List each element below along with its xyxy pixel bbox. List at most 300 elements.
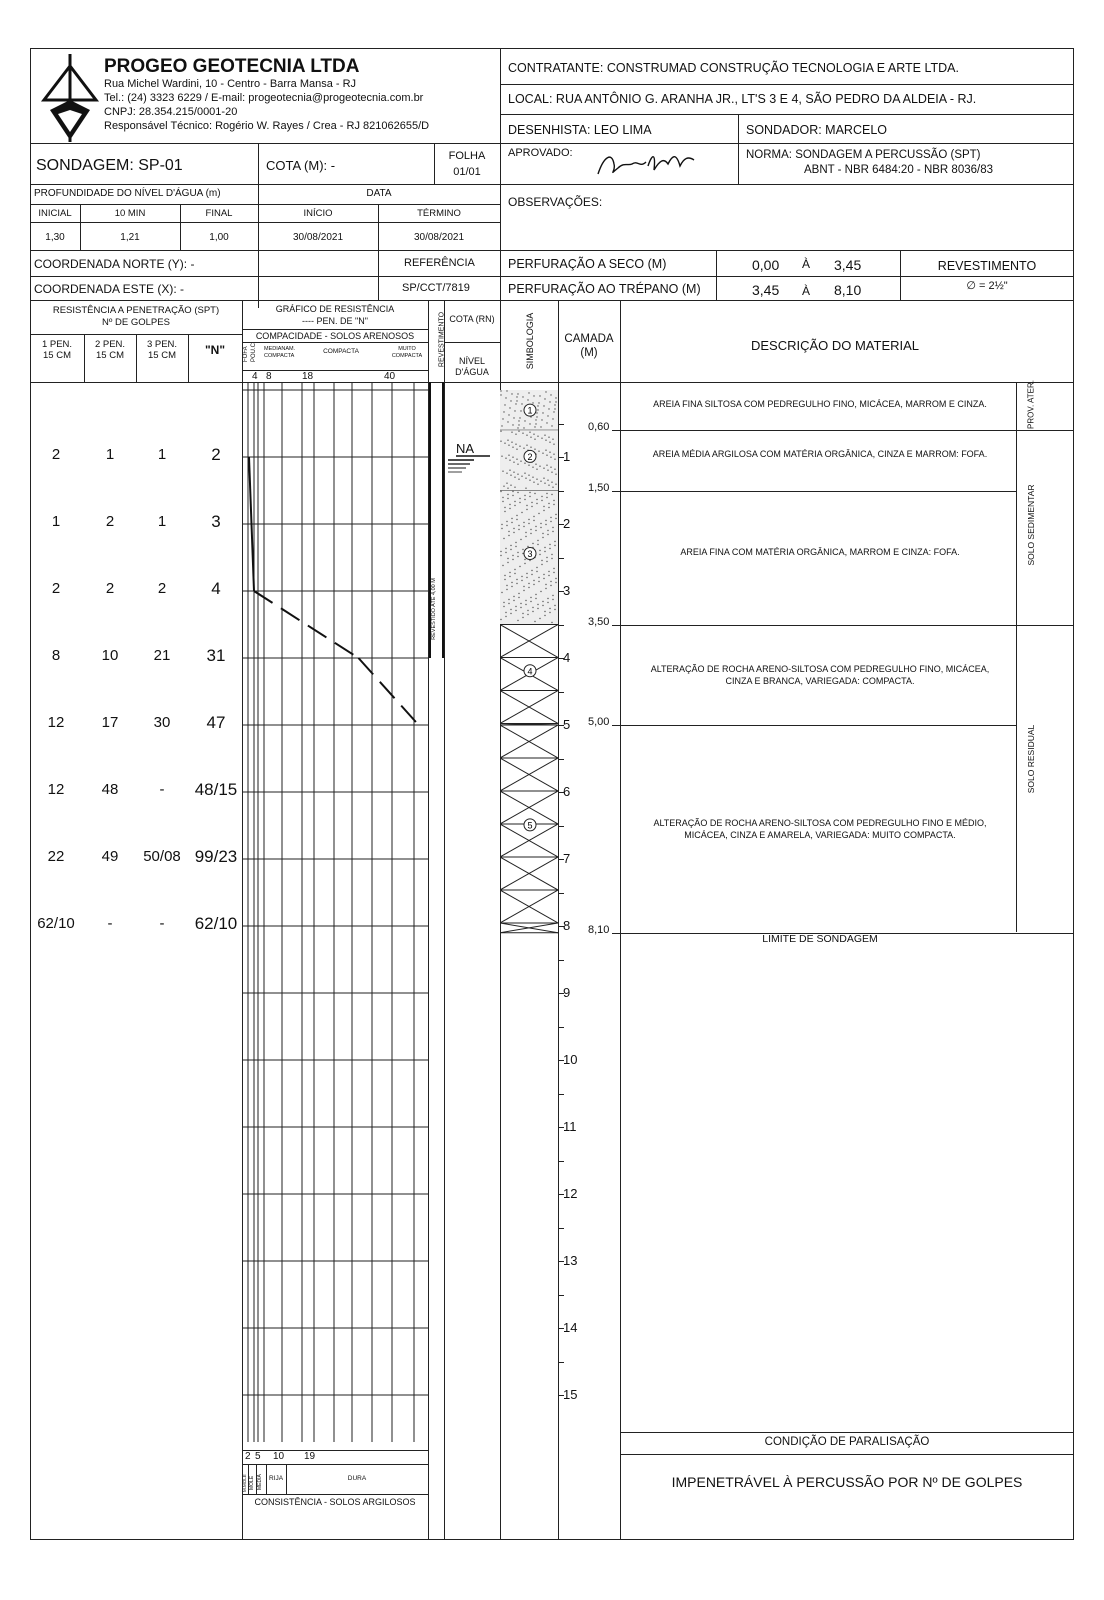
sand-dot [517,427,518,428]
inicio-value: 30/08/2021 [292,232,344,243]
sand-dot [546,493,547,494]
sand-dot [524,463,525,464]
sand-dot [503,486,504,487]
sand-dot [538,451,539,452]
sand-dot [502,471,503,472]
layer-number-1: 1 [527,405,533,416]
sand-dot [516,449,517,450]
sand-dot [542,601,543,602]
sand-dot [517,556,518,557]
sand-dot [518,597,519,598]
sand-dot [506,589,507,590]
mole-label: MOLE [249,1475,255,1490]
sand-dot [516,579,517,580]
sand-dot [539,395,540,396]
sand-dot [545,588,546,589]
sand-dot [532,467,533,468]
sand-dot [517,620,518,621]
pouco-comp-label: POU.C [251,342,257,362]
sand-dot [535,464,536,465]
sand-dot [530,597,531,598]
sand-dot [555,401,556,402]
seco-from: 0,00 [752,257,780,273]
spt-p1-row-1: 2 [51,446,61,463]
sand-dot [500,390,501,391]
sand-dot [523,526,524,527]
sand-dot [544,615,545,616]
sand-dot [540,523,541,524]
sand-dot [547,415,548,416]
sand-dot [528,465,529,466]
sand-dot [539,550,540,551]
descricao-label: DESCRIÇÃO DO MATERIAL [750,338,920,353]
spt-p3-row-1: 1 [157,446,167,463]
depth-label-10: 10 [563,1052,578,1067]
sand-dot [549,548,550,549]
sand-dot [537,436,538,437]
sand-dot [512,495,513,496]
company-cnpj: CNPJ: 28.354.215/0001-20 [104,106,238,118]
sand-dot [535,423,536,424]
coord-norte: COORDENADA NORTE (Y): - [34,257,195,271]
sand-dot [554,609,555,610]
sand-dot [538,402,539,403]
spt-n-row-7: 99/23 [194,847,238,866]
depth-half-tick [558,424,564,425]
spt-p3-row-5: 30 [153,714,171,731]
sand-dot [535,598,536,599]
depth-half-tick [558,1027,564,1028]
water-level-marker [446,454,492,480]
sand-dot [508,531,509,532]
sand-dot [524,499,525,500]
sand-dot [514,501,515,502]
resistance-curve-segment [249,457,252,524]
sand-dot [507,488,508,489]
sand-dot [523,522,524,523]
sand-dot [515,434,516,435]
sand-dot [538,581,539,582]
sand-dot [539,466,540,467]
sand-dot [507,562,508,563]
sand-dot [543,574,544,575]
spt-p3-row-2: 1 [157,513,167,530]
sand-dot [512,559,513,560]
soil-symbology-column [500,382,558,942]
revestimento-diameter: ∅ = 2½" [966,280,1008,292]
sand-dot [509,572,510,573]
na-label: NA [456,441,475,456]
sand-dot [503,606,504,607]
media-label: MÉDIA [257,1474,263,1490]
sand-dot [504,443,505,444]
sand-dot [518,593,519,594]
sand-dot [530,529,531,530]
depth-label-14: 14 [563,1320,578,1335]
sand-dot [526,577,527,578]
depth-half-tick [558,893,564,894]
sand-dot [539,554,540,555]
sand-dot [527,614,528,615]
sand-dot [552,418,553,419]
sand-dot [551,554,552,555]
sand-dot [528,523,529,524]
sand-dot [532,477,533,478]
sand-dot [545,520,546,521]
sand-dot [501,456,502,457]
sand-dot [542,537,543,538]
sand-dot [537,540,538,541]
sand-dot [545,450,546,451]
sand-dot [518,424,519,425]
sand-dot [508,599,509,600]
sand-dot [503,602,504,603]
sand-dot [547,530,548,531]
sand-dot [543,578,544,579]
cota-bar [442,382,444,658]
sand-dot [544,547,545,548]
perf-trepano-label: PERFURAÇÃO AO TRÉPANO (M) [508,282,701,296]
spt-n-row-5: 47 [206,713,226,732]
depth-label-8: 8 [563,918,571,933]
sand-dot [500,619,501,620]
sand-dot [511,432,512,433]
sand-dot [555,582,556,583]
sand-dot [534,621,535,622]
depth-label-7: 7 [563,851,571,866]
sand-dot [553,568,554,569]
sand-dot [505,548,506,549]
sand-dot [504,511,505,512]
sand-dot [537,608,538,609]
sand-dot [512,457,513,458]
camada-label: CAMADA (M) [564,333,614,359]
referencia-value: SP/CCT/7819 [402,282,470,294]
sand-dot [544,611,545,612]
sand-dot [525,532,526,533]
spt-p3-row-4: 21 [153,647,171,664]
depth-label-3: 3 [563,583,571,598]
sand-dot [536,499,537,500]
layer-bottom-tick [612,725,620,726]
sand-dot [523,590,524,591]
sand-dot [514,573,515,574]
sand-dot [506,483,507,484]
sand-dot [523,427,524,428]
sand-dot [522,617,523,618]
sand-dot [546,465,547,466]
sand-dot [516,459,517,460]
sand-dot [519,502,520,503]
sand-dot [537,484,538,485]
sand-dot [519,417,520,418]
sand-dot [554,545,555,546]
sand-dot [555,474,556,475]
termino-value: 30/08/2021 [413,232,465,243]
muito-mole-label: M.MOLE [242,1474,247,1492]
pen2-label: 2 PEN. [94,339,126,350]
origin-solo-residual: SOLO RESIDUAL [1026,724,1036,794]
sand-dot [520,410,521,411]
sand-dot [533,584,534,585]
sand-dot [541,560,542,561]
spt-p1-row-6: 12 [47,781,65,798]
sand-dot [507,494,508,495]
sand-dot [548,437,549,438]
sand-dot [536,503,537,504]
sand-dot [553,504,554,505]
spt-p3-row-7: 50/08 [143,848,181,865]
sand-dot [506,390,507,391]
sand-dot [533,395,534,396]
sand-dot [513,532,514,533]
sand-dot [549,544,550,545]
sand-dot [544,483,545,484]
folha-value: 01/01 [453,166,481,178]
sand-dot [539,618,540,619]
sand-dot [526,435,527,436]
spt-p2-row-8: - [107,915,113,932]
sand-dot [518,525,519,526]
sand-dot [549,612,550,613]
sand-dot [550,585,551,586]
sand-dot [513,600,514,601]
sand-dot [514,477,515,478]
depth-half-tick [558,625,564,626]
sand-dot [509,508,510,509]
sand-dot [518,431,519,432]
scale-bottom-19: 19 [304,1451,316,1462]
sand-dot [500,394,501,395]
sand-dot [550,517,551,518]
sand-dot [528,475,529,476]
spt-p2-row-3: 2 [105,580,115,597]
spt-p2-row-1: 1 [105,446,115,463]
depth-label-15: 15 [563,1387,578,1402]
sand-dot [528,583,529,584]
sand-dot [522,549,523,550]
coord-este: COORDENADA ESTE (X): - [34,282,185,296]
sand-dot [505,458,506,459]
depth-half-tick [558,759,564,760]
resistance-graph [242,382,428,1442]
sand-dot [540,481,541,482]
sand-dot [540,591,541,592]
sand-dot [518,529,519,530]
trepano-a: À [802,284,811,298]
sand-dot [551,622,552,623]
company-address: Rua Michel Wardini, 10 - Centro - Barra Mansa - RJ [104,78,357,90]
condicao-value: IMPENETRÁVEL À PERCUSSÃO POR Nº DE GOLPES [671,1474,1023,1490]
sand-dot [530,437,531,438]
sand-dot [509,460,510,461]
sand-dot [530,447,531,448]
sand-dot [527,546,528,547]
spt-p3-row-3: 2 [157,580,167,597]
sand-dot [544,398,545,399]
cota-rn-label: COTA (RN) [449,314,495,324]
sand-dot [516,515,517,516]
sand-dot [552,531,553,532]
sand-dot [511,582,512,583]
sand-dot [548,408,549,409]
sand-dot [551,494,552,495]
depth-label-13: 13 [563,1253,578,1268]
sand-dot [508,445,509,446]
scale-top-18: 18 [302,371,314,382]
sand-dot [547,480,548,481]
sand-dot [548,485,549,486]
depth-half-tick [558,826,564,827]
sand-dot [510,475,511,476]
trepano-to: 8,10 [834,282,862,298]
norma-line-1: NORMA: SONDAGEM A PERCUSSÃO (SPT) [746,149,981,161]
sand-dot [507,440,508,441]
sand-dot [514,505,515,506]
scale-bottom-10: 10 [273,1451,285,1462]
sand-dot [549,401,550,402]
sand-dot [546,455,547,456]
sand-dot [504,579,505,580]
sand-dot [517,474,518,475]
spt-p2-row-6: 48 [101,781,119,798]
sand-dot [518,479,519,480]
sand-dot [525,600,526,601]
sand-dot [513,528,514,529]
sand-dot [550,581,551,582]
sand-dot [544,551,545,552]
sand-dot [508,535,509,536]
sand-dot [536,567,537,568]
sand-dot [541,500,542,501]
company-name: PROGEO GEOTECNIA LTDA [104,56,360,77]
sand-dot [521,512,522,513]
sand-dot [525,488,526,489]
sand-dot [555,518,556,519]
depth-label-12: 12 [563,1186,578,1201]
contratante: CONTRATANTE: CONSTRUMAD CONSTRUÇÃO TECNOLOGIA E ARTE LTDA. [508,61,959,75]
limite-sondagem: LIMITE DE SONDAGEM [762,933,878,945]
sand-dot [541,438,542,439]
sand-dot [541,419,542,420]
sand-dot [552,595,553,596]
sand-dot [547,470,548,471]
sand-dot [549,452,550,453]
condicao-title: CONDIÇÃO DE PARALISAÇÃO [764,1436,930,1448]
sand-dot [546,561,547,562]
scale-top-40: 40 [384,371,396,382]
sand-dot [517,393,518,394]
depth-half-tick [558,692,564,693]
sand-dot [533,482,534,483]
sand-dot [519,566,520,567]
sand-dot [541,564,542,565]
sand-dot [515,403,516,404]
n-label: "N" [204,343,226,357]
sand-dot [507,498,508,499]
sand-dot [552,599,553,600]
sand-dot [543,506,544,507]
resist-title-2: Nº DE GOLPES [102,317,170,328]
sand-dot [522,396,523,397]
sand-dot [545,440,546,441]
sand-dot [506,521,507,522]
simbologia-label: SIMBOLOGIA [525,312,535,370]
progeo-logo-icon [40,52,100,144]
layer-description-1: AREIA FINA SILTOSA COM PEDREGULHO FINO, MICÁCEA, MARROM E CINZA. [653,399,987,410]
spt-p1-row-2: 1 [51,513,61,530]
spt-n-row-4: 31 [206,646,226,665]
sand-dot [505,397,506,398]
spt-p3-row-8: - [159,915,165,932]
sand-dot [536,571,537,572]
sand-dot [524,563,525,564]
sand-dot [514,487,515,488]
sand-dot [500,431,501,432]
sand-dot [529,496,530,497]
sand-dot [532,611,533,612]
sand-dot [516,400,517,401]
sand-dot [546,422,547,423]
sand-dot [521,476,522,477]
cota: COTA (M): - [266,158,336,173]
sand-dot [554,469,555,470]
depth-half-tick [558,491,564,492]
depth-half-tick [558,960,564,961]
sand-dot [532,607,533,608]
sand-dot [510,613,511,614]
sand-dot [548,575,549,576]
sand-dot [535,530,536,531]
sand-dot [528,519,529,520]
layer-boundary-line [620,625,1016,626]
nivel-agua-label: NÍVEL D'ÁGUA [455,356,489,377]
observacoes: OBSERVAÇÕES: [508,195,603,209]
sand-dot [555,397,556,398]
sand-dot [510,400,511,401]
sand-dot [545,584,546,585]
sand-dot [550,521,551,522]
sand-dot [554,408,555,409]
sand-dot [533,580,534,581]
sand-dot [532,402,533,403]
sand-dot [523,586,524,587]
origin-solo-sedimentar: SOLO SEDIMENTAR [1026,484,1036,566]
sand-dot [546,557,547,558]
layer-number-3: 3 [527,549,533,559]
sand-dot [505,552,506,553]
sand-dot [518,420,519,421]
sand-dot [540,426,541,427]
sand-dot [500,551,501,552]
seco-to: 3,45 [834,257,862,273]
sand-dot [514,410,515,411]
sand-dot [521,403,522,404]
origin-prov-ater: PROV. ATER. [1026,380,1036,429]
sand-dot [543,510,544,511]
sand-dot [553,444,554,445]
termino-label: TÉRMINO [417,208,461,219]
sand-dot [525,604,526,605]
consistencia-label: CONSISTÊNCIA - SOLOS ARGILOSOS [254,1497,416,1507]
spt-p1-row-4: 8 [51,647,61,664]
depth-label-1: 1 [563,449,571,464]
sand-dot [538,513,539,514]
depth-half-tick [558,1161,564,1162]
depth-label-2: 2 [563,516,571,531]
sand-dot [529,492,530,493]
dura-label: DURA [347,1475,367,1482]
